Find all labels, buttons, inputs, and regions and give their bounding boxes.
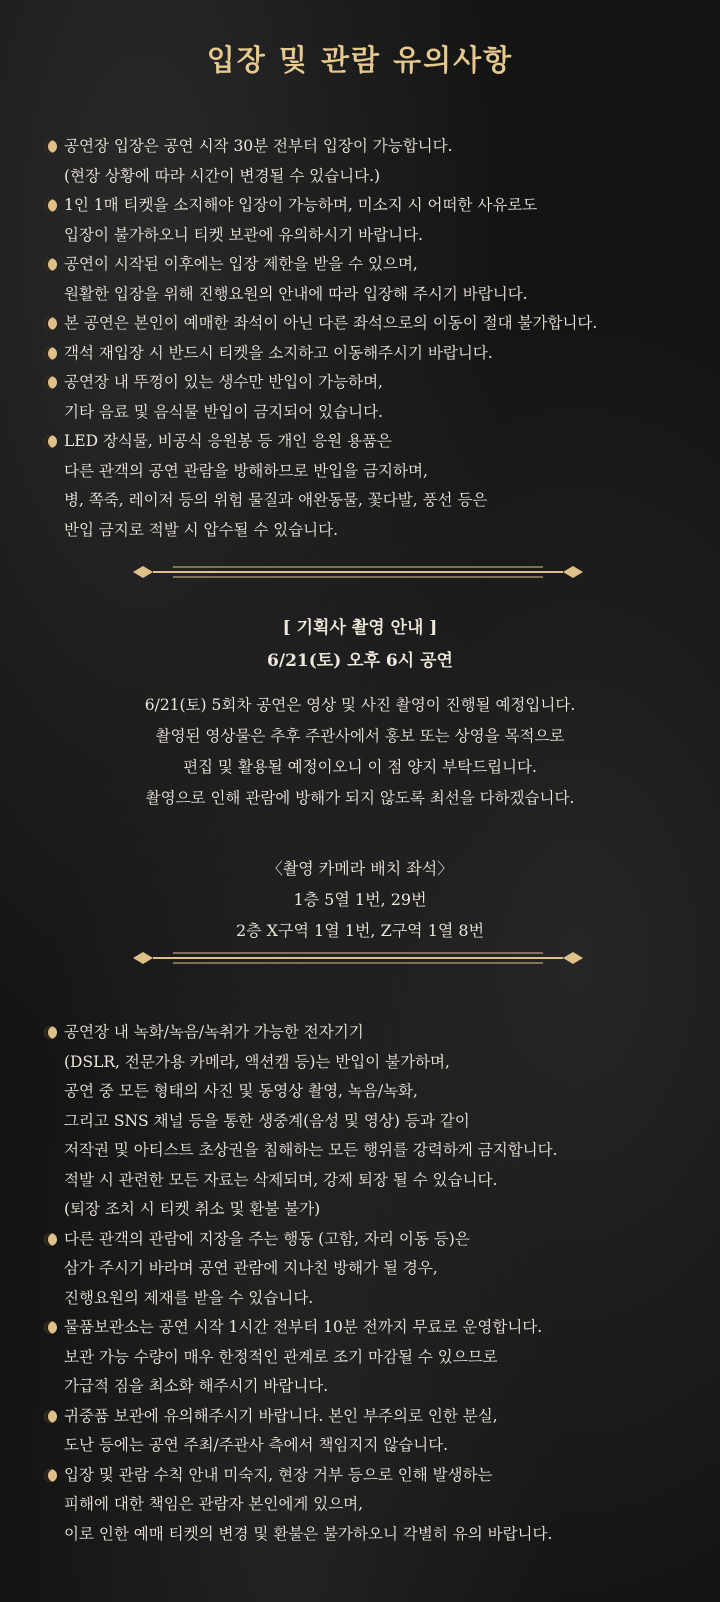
list-item-line: 적발 시 관련한 모든 자료는 삭제되며, 강제 퇴장 될 수 있습니다. [64,1170,498,1189]
list-item-line: 공연이 시작된 이후에는 입장 제한을 받을 수 있으며, [64,255,418,273]
list-item-line: 물품보관소는 공연 시작 1시간 전부터 10분 전까지 무료로 운영합니다. [64,1318,543,1336]
notice-list-bottom [0,1018,720,1549]
list-item-line: 보관 가능 수량이 매우 한정적인 관계로 조기 마감될 수 있으므로 [64,1347,498,1366]
list-item-line: 공연장 내 녹화/녹음/녹취가 가능한 전자기기 [64,1023,364,1041]
list-item-line: 병, 쪽죽, 레이저 등의 위험 물질과 애완동물, 꽃다발, 풍선 등은 [64,491,488,509]
bullet-icon [44,435,57,448]
list-item-line: 원활한 입장을 위해 진행요원의 안내에 따라 입장해 주시기 바랍니다. [64,284,528,303]
list-item-line: 입장이 불가하오니 티켓 보관에 유의하시기 바랍니다. [64,225,423,244]
list-item-line: 귀중품 보관에 유의해주시기 바랍니다. 본인 부주의로 인한 분실, [64,1406,498,1425]
list-item-line: 저작권 및 아티스트 초상권을 침해하는 모든 행위를 강력하게 금지합니다. [64,1141,558,1159]
list-item-line: 이로 인한 예매 티켓의 변경 및 환불은 불가하오니 각별히 유의 바랍니다. [64,1524,553,1543]
filming-body [0,690,720,814]
bullet-icon [44,1026,57,1039]
list-item-line: LED 장식물, 비공식 응원봉 등 개인 응원 용품은 [64,432,392,450]
page-title: 입장 및 관람 유의사항 [206,43,514,77]
list-item [0,1313,720,1402]
list-item-line: 본 공연은 본인이 예매한 좌석이 아닌 다른 좌석으로의 이동이 절대 불가합니다. [64,314,598,332]
list-item [0,1225,720,1314]
bullet-icon [44,1410,57,1423]
list-item-line: 그리고 SNS 채널 등을 통한 생중계(음성 및 영상) 등과 같이 [64,1111,470,1130]
bullet-icon [44,1469,57,1482]
list-item-line: 반입 금지로 적발 시 압수될 수 있습니다. [64,520,339,539]
list-item-line: 1인 1매 티켓을 소지해야 입장이 가능하며, 미소지 시 어떠한 사유로도 [64,196,538,214]
list-item [0,191,720,250]
list-item [0,1402,720,1461]
list-item [0,250,720,309]
list-item-line: 공연장 내 뚜껑이 있는 생수만 반입이 가능하며, [64,373,383,391]
filming-heading: [ 기획사 촬영 안내 ] [282,618,438,638]
camera-seat-line: 2층 X구역 1열 1번, Z구역 1열 8번 [235,921,485,940]
ornament-divider-bottom [133,946,583,970]
notice-list-top [0,132,720,545]
list-item [0,309,720,339]
list-item-line: 삼가 주시기 바라며 공연 관람에 지나친 방해가 될 경우, [64,1259,438,1277]
filming-body-line: 편집 및 활용될 예정이오니 이 점 양지 부탁드립니다. [183,758,537,776]
list-item [0,1018,720,1225]
bullet-icon [44,347,57,360]
list-item [0,368,720,427]
filming-date: 6/21(토) 오후 6시 공연 [267,651,453,671]
list-item-line: (현장 상황에 따라 시간이 변경될 수 있습니다.) [64,166,381,185]
list-item-line: 공연 중 모든 형태의 사진 및 동영상 촬영, 녹음/녹화, [64,1082,418,1100]
list-item-line: (퇴장 조치 시 티켓 취소 및 환불 불가) [64,1200,321,1218]
bullet-icon [44,1321,57,1334]
ornament-divider-top [133,560,583,584]
filming-body-line: 6/21(토) 5회차 공연은 영상 및 사진 촬영이 진행될 예정입니다. [144,696,576,714]
bullet-icon [44,376,57,389]
list-item-line: 객석 재입장 시 반드시 티켓을 소지하고 이동해주시기 바랍니다. [64,343,493,362]
list-item [0,132,720,191]
list-item-line: 입장 및 관람 수칙 안내 미숙지, 현장 거부 등으로 인해 발생하는 [64,1465,493,1484]
bullet-icon [44,140,57,153]
list-item-line: (DSLR, 전문가용 카메라, 액션캠 등)는 반입이 불가하며, [64,1052,450,1071]
camera-seat-line: 1층 5열 1번, 29번 [293,890,427,909]
list-item-line: 기타 음료 및 음식물 반입이 금지되어 있습니다. [64,402,383,421]
list-item-line: 다른 관객의 공연 관람을 방해하므로 반입을 금지하며, [64,461,428,480]
list-item-line: 가급적 짐을 최소화 해주시기 바랍니다. [64,1377,329,1395]
filming-header [0,612,720,678]
bullet-icon [44,258,57,271]
filming-body-line: 촬영된 영상물은 추후 주관사에서 홍보 또는 상영을 목적으로 [155,727,565,745]
camera-seats-block [0,853,720,946]
list-item [0,427,720,545]
bullet-icon [44,317,57,330]
list-item-line: 도난 등에는 공연 주최/주관사 측에서 책임지지 않습니다. [64,1436,449,1454]
list-item-line: 진행요원의 제재를 받을 수 있습니다. [64,1288,314,1307]
list-item-line: 공연장 입장은 공연 시작 30분 전부터 입장이 가능합니다. [64,137,453,155]
list-item-line: 피해에 대한 책임은 관람자 본인에게 있으며, [64,1495,364,1513]
list-item [0,339,720,369]
list-item-line: 다른 관객의 관람에 지장을 주는 행동 (고함, 자리 이동 등)은 [64,1229,470,1248]
bullet-icon [44,1233,57,1246]
bullet-icon [44,199,57,212]
filming-body-line: 촬영으로 인해 관람에 방해가 되지 않도록 최선을 다하겠습니다. [145,789,575,807]
camera-heading: 〈촬영 카메라 배치 좌석〉 [266,859,454,878]
list-item [0,1461,720,1550]
